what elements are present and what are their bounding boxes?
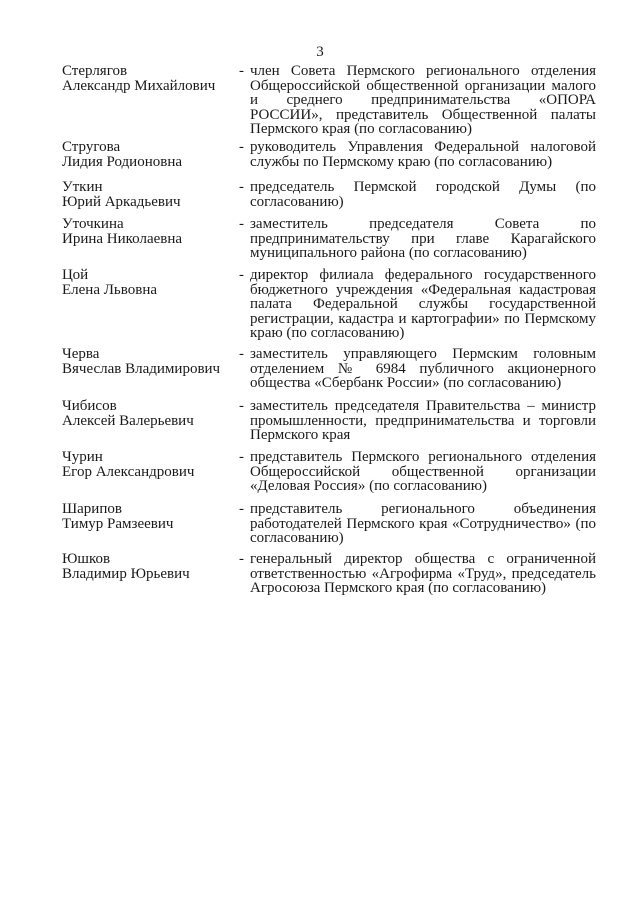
member-surname: Юшков [62,551,111,567]
member-surname: Стругова [62,139,121,155]
member-given-names: Ирина Николаевна [62,231,183,247]
member-name [62,399,234,429]
member-surname: Цой [62,267,89,283]
member-role: руководитель Управления Федеральной налоговой службы по Пермскому краю (по согласованию) [250,139,596,170]
member-dash: - [239,139,244,155]
member-given-names: Юрий Аркадьевич [62,194,181,210]
member-name [62,140,234,170]
member-surname: Чурин [62,449,103,465]
member-dash: - [239,398,244,414]
member-role: заместитель председателя Совета по предпринимательству при главе Карагайского муниципального района (по согласованию) [250,216,596,261]
member-name [62,450,234,480]
member-given-names: Лидия Родионовна [62,154,182,170]
member-surname: Уткин [62,179,103,195]
member-name [62,268,234,298]
member-given-names: Егор Александрович [62,464,195,480]
member-role: представитель регионального объединения работодателей Пермского края «Сотрудничество» (по согласованию) [250,501,596,546]
member-surname: Черва [62,346,100,362]
member-surname: Чибисов [62,398,117,414]
member-name [62,217,234,247]
member-role: представитель Пермского регионального отделения Общероссийской общественной организации «Деловая Россия» (по согласованию) [250,449,596,494]
member-dash: - [239,501,244,517]
member-name [62,552,234,582]
member-role: директор филиала федерального государственного бюджетного учреждения «Федеральная кадастровая палата Федеральной службы государственной регистрации, кадастра и картографии» по Пермскому краю (по согласованию) [250,267,596,341]
member-dash: - [239,551,244,567]
member-given-names: Тимур Рамзеевич [62,516,174,532]
member-dash: - [239,179,244,195]
member-given-names: Александр Михайлович [62,78,216,94]
member-role: член Совета Пермского регионального отделения Общероссийской общественной организации малого и среднего предпринимательства «ОПОРА РОССИИ», представитель Общественной палаты Пермского края (по согласованию) [250,63,596,137]
member-role: председатель Пермской городской Думы (по согласованию) [250,179,596,210]
member-surname: Уточкина [62,216,124,232]
member-dash: - [239,346,244,362]
member-role: заместитель председателя Правительства – министр промышленности, предпринимательства и торговли Пермского края [250,398,596,443]
member-name [62,180,234,210]
member-surname: Шарипов [62,501,122,517]
member-surname: Стерлягов [62,63,128,79]
member-given-names: Алексей Валерьевич [62,413,194,429]
member-dash: - [239,63,244,79]
member-name [62,64,234,94]
member-given-names: Владимир Юрьевич [62,566,190,582]
member-dash: - [239,449,244,465]
member-name [62,347,234,377]
member-role: заместитель управляющего Пермским головным отделением № 6984 публичного акционерного общества «Сбербанк России» (по согласованию) [250,346,596,391]
member-dash: - [239,216,244,232]
page-number: 3 [316,44,324,60]
member-name [62,502,234,532]
member-role: генеральный директор общества с ограниченной ответственностью «Агрофирма «Труд», председатель Агросоюза Пермского края (по согласованию) [250,551,596,596]
member-dash: - [239,267,244,283]
member-given-names: Вячеслав Владимирович [62,361,221,377]
member-given-names: Елена Львовна [62,282,158,298]
